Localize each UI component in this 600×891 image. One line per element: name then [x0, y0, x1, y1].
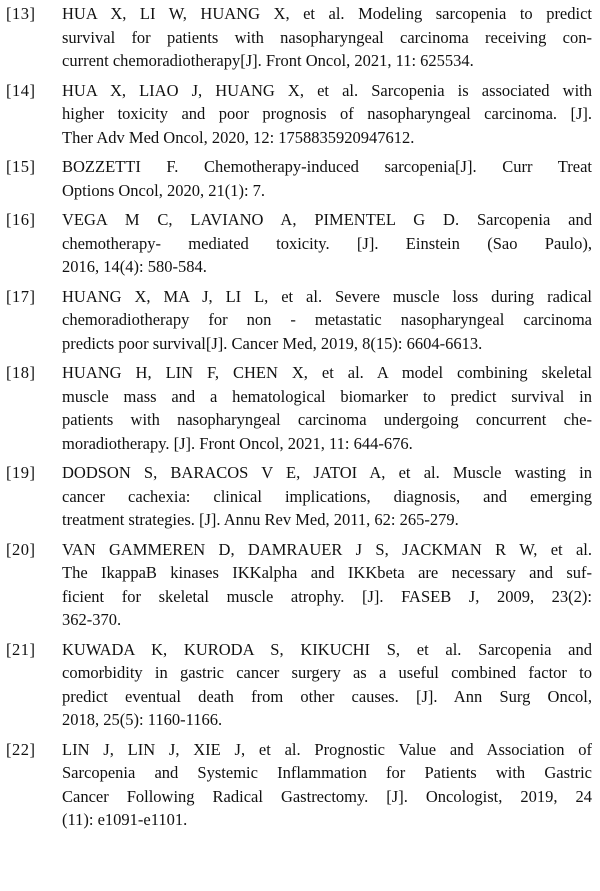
reference-text-line: HUANG H, LIN F, CHEN X, et al. A model combining skeletal: [62, 363, 592, 382]
reference-text-line: patients with nasopharyngeal carcinoma undergoing concurrent che-: [62, 410, 592, 429]
reference-text-line: ficient for skeletal muscle atrophy. [J]. FASEB J, 2009, 23(2):: [62, 586, 592, 606]
reference-text-line: cancer cachexia: clinical implications, diagnosis, and emerging: [62, 486, 592, 506]
reference-entry: [6, 461, 592, 532]
reference-text-line: predicts poor survival[J]. Cancer Med, 2019, 8(15): 6604-6613.: [62, 333, 483, 353]
reference-text-line: HUA X, LI W, HUANG X, et al. Modeling sarcopenia to predict: [62, 4, 592, 23]
reference-number: [19]: [6, 463, 36, 482]
reference-number: [21]: [6, 639, 36, 659]
reference-text-line: comorbidity in gastric cancer surgery as a useful combined factor to: [62, 663, 592, 682]
reference-text-line: Sarcopenia and Systemic Inflammation for Patients with Gastric: [62, 763, 592, 782]
reference-text-line: 2016, 14(4): 580-584.: [62, 257, 207, 276]
reference-entry: [6, 361, 592, 455]
reference-text-line: survival for patients with nasopharyngeal carcinoma receiving con-: [62, 27, 592, 47]
reference-entry: [6, 2, 592, 73]
reference-number: [22]: [6, 739, 36, 759]
reference-text-line: 2018, 25(5): 1160-1166.: [62, 710, 223, 729]
reference-text-line: (11): e1091-e1101.: [62, 810, 188, 829]
reference-number: [17]: [6, 286, 36, 306]
reference-text-line: DODSON S, BARACOS V E, JATOI A, et al. Muscle wasting in: [62, 463, 592, 482]
reference-entry: [6, 638, 592, 732]
reference-number: [18]: [6, 363, 36, 382]
reference-text-line: muscle mass and a hematological biomarker to predict survival in: [62, 386, 592, 406]
reference-text-line: The IkappaB kinases IKKalpha and IKKbeta are necessary and suf-: [62, 563, 592, 582]
reference-text-line: LIN J, LIN J, XIE J, et al. Prognostic Value and Association of: [62, 739, 592, 759]
reference-text-line: moradiotherapy. [J]. Front Oncol, 2021, 11: 644-676.: [62, 433, 413, 453]
reference-number: [13]: [6, 4, 36, 23]
reference-number: [16]: [6, 210, 36, 229]
reference-text-line: chemoradiotherapy for non - metastatic nasopharyngeal carcinoma: [62, 310, 592, 329]
reference-number: [14]: [6, 80, 36, 100]
reference-entry: [6, 155, 592, 202]
reference-text-line: Options Oncol, 2020, 21(1): 7.: [62, 180, 266, 200]
reference-text-line: Cancer Following Radical Gastrectomy. [J]. Oncologist, 2019, 24: [62, 786, 592, 806]
reference-text-line: BOZZETTI F. Chemotherapy-induced sarcopenia[J]. Curr Treat: [62, 157, 592, 176]
reference-entry: [6, 285, 592, 356]
reference-text-line: Ther Adv Med Oncol, 2020, 12: 1758835920947612.: [62, 127, 415, 147]
reference-text-line: HUANG X, MA J, LI L, et al. Severe muscle loss during radical: [62, 286, 592, 306]
reference-text-line: KUWADA K, KURODA S, KIKUCHI S, et al. Sarcopenia and: [62, 639, 592, 659]
reference-text-line: VEGA M C, LAVIANO A, PIMENTEL G D. Sarcopenia and: [62, 210, 592, 229]
reference-entry: [6, 79, 592, 150]
reference-text-line: higher toxicity and poor prognosis of nasopharyngeal carcinoma. [J].: [62, 104, 592, 123]
reference-text-line: 362-370.: [62, 610, 122, 629]
reference-entry: [6, 208, 592, 279]
reference-text-line: treatment strategies. [J]. Annu Rev Med, 2011, 62: 265-279.: [62, 510, 459, 529]
reference-number: [20]: [6, 539, 36, 559]
reference-text-line: HUA X, LIAO J, HUANG X, et al. Sarcopenia is associated with: [62, 80, 592, 100]
reference-text-line: current chemoradiotherapy[J]. Front Oncol, 2021, 11: 625534.: [62, 51, 474, 70]
reference-text-line: VAN GAMMEREN D, DAMRAUER J S, JACKMAN R W, et al.: [62, 539, 592, 559]
reference-text-line: chemotherapy- mediated toxicity. [J]. Einstein (Sao Paulo),: [62, 233, 592, 253]
reference-entry: [6, 538, 592, 632]
reference-text-line: predict eventual death from other causes. [J]. Ann Surg Oncol,: [62, 686, 592, 706]
reference-number: [15]: [6, 157, 36, 176]
reference-entry: [6, 738, 592, 832]
